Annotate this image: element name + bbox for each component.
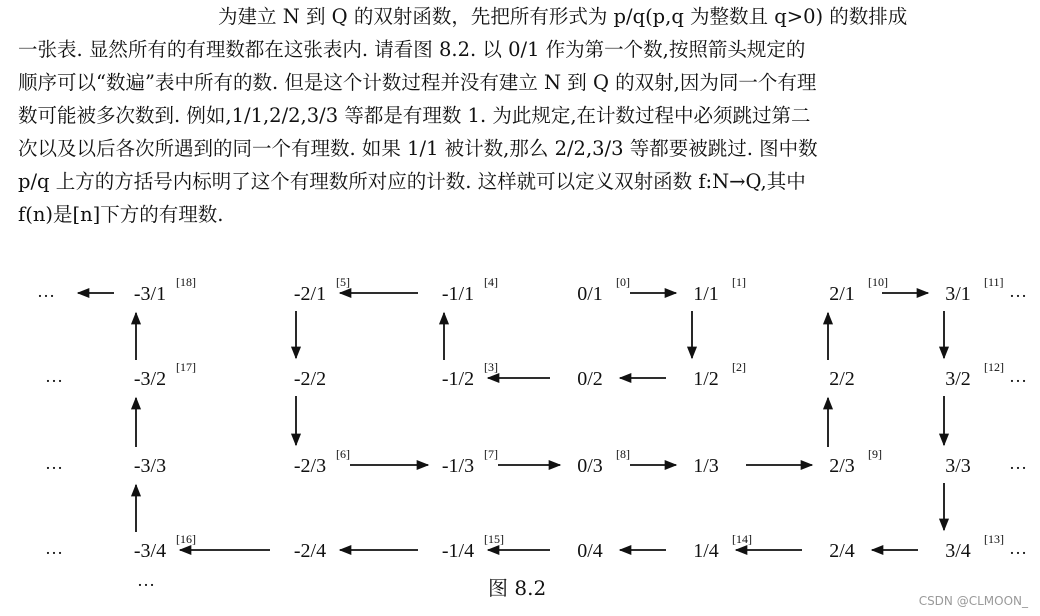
cell-1-3: 0/2 xyxy=(577,368,603,390)
paragraph-line-4: 数可能被多次数到. 例如,1/1,2/2,3/3 等都是有理数 1. 为此规定,在计数过程中必须跳过第二 xyxy=(18,104,811,127)
cell-2-0: -3/3 xyxy=(133,455,167,477)
cell-2-2: -1/3 xyxy=(441,455,475,477)
count-label-1-4: [2] xyxy=(732,360,746,374)
count-label-1-0: [17] xyxy=(176,360,196,374)
cell-0-1: -2/1 xyxy=(293,283,327,305)
cell-2-1: -2/3 xyxy=(293,455,327,477)
paragraph-line-5: 次以及以后各次所遇到的同一个有理数. 如果 1/1 被计数,那么 2/2,3/3 等都要被跳过. 图中数 xyxy=(18,137,818,160)
cell-3-6: 3/4 xyxy=(945,540,971,562)
paragraph-line-7: f(n)是[n]下方的有理数. xyxy=(18,203,224,226)
cell-2-3: 0/3 xyxy=(577,455,603,477)
cell-0-4: 1/1 xyxy=(693,283,719,305)
ellipsis-row-3-left: … xyxy=(45,453,63,473)
ellipsis-row-3-right: … xyxy=(1009,453,1027,473)
count-label-0-3: [0] xyxy=(616,275,630,289)
paragraph-line-1: 为建立 N 到 Q 的双射函数，先把所有形式为 p/q(p,q 为整数且 q>0) 的数排成 xyxy=(218,5,908,28)
paragraph-line-3: 顺序可以“数遍”表中所有的数. 但是这个计数过程并没有建立 N 到 Q 的双射,因为同一个有理 xyxy=(18,71,817,94)
cell-1-6: 3/2 xyxy=(945,368,971,390)
count-label-2-3: [8] xyxy=(616,447,630,461)
ellipsis-row-2-right: … xyxy=(1009,366,1027,386)
count-label-0-6: [11] xyxy=(984,275,1004,289)
cell-1-5: 2/2 xyxy=(829,368,855,390)
cell-2-4: 1/3 xyxy=(693,455,719,477)
cell-0-5: 2/1 xyxy=(829,283,855,305)
figure-caption: 图 8.2 xyxy=(488,576,547,600)
count-label-0-0: [18] xyxy=(176,275,196,289)
ellipsis-row-4-right: … xyxy=(1009,538,1027,558)
cell-0-0: -3/1 xyxy=(133,283,167,305)
paragraph-line-6: p/q 上方的方括号内标明了这个有理数所对应的计数. 这样就可以定义双射函数 f:N→Q,其中 xyxy=(18,170,806,193)
count-label-1-6: [12] xyxy=(984,360,1004,374)
cell-1-1: -2/2 xyxy=(293,368,327,390)
ellipsis-row-1-left: … xyxy=(37,281,55,301)
count-label-0-1: [5] xyxy=(336,275,350,289)
count-label-0-4: [1] xyxy=(732,275,746,289)
paragraph-line-2: 一张表. 显然所有的有理数都在这张表内. 请看图 8.2. 以 0/1 作为第一个数,按照箭头规定的 xyxy=(18,38,806,61)
count-label-0-5: [10] xyxy=(868,275,888,289)
cell-0-6: 3/1 xyxy=(945,283,971,305)
count-label-2-2: [7] xyxy=(484,447,498,461)
count-label-2-5: [9] xyxy=(868,447,882,461)
count-label-3-0: [16] xyxy=(176,532,196,546)
cell-0-2: -1/1 xyxy=(441,283,475,305)
cell-0-3: 0/1 xyxy=(577,283,603,305)
ellipsis-row-1-right: … xyxy=(1009,281,1027,301)
ellipsis-row-2-left: … xyxy=(45,366,63,386)
cell-3-2: -1/4 xyxy=(441,540,475,562)
cell-2-5: 2/3 xyxy=(829,455,855,477)
cell-3-3: 0/4 xyxy=(577,540,603,562)
count-label-0-2: [4] xyxy=(484,275,498,289)
cell-1-4: 1/2 xyxy=(693,368,719,390)
cell-3-4: 1/4 xyxy=(693,540,719,562)
watermark: CSDN @CLMOON_ xyxy=(918,594,1028,608)
count-label-3-2: [15] xyxy=(484,532,504,546)
cell-3-5: 2/4 xyxy=(829,540,855,562)
ellipsis-row-4-left: … xyxy=(45,538,63,558)
cell-3-1: -2/4 xyxy=(293,540,327,562)
cell-3-0: -3/4 xyxy=(133,540,167,562)
count-label-3-4: [14] xyxy=(732,532,752,546)
count-label-1-2: [3] xyxy=(484,360,498,374)
ellipsis-below: … xyxy=(137,570,155,590)
cell-1-2: -1/2 xyxy=(441,368,475,390)
cell-1-0: -3/2 xyxy=(133,368,167,390)
cell-2-6: 3/3 xyxy=(945,455,971,477)
count-label-2-1: [6] xyxy=(336,447,350,461)
count-label-3-6: [13] xyxy=(984,532,1004,546)
